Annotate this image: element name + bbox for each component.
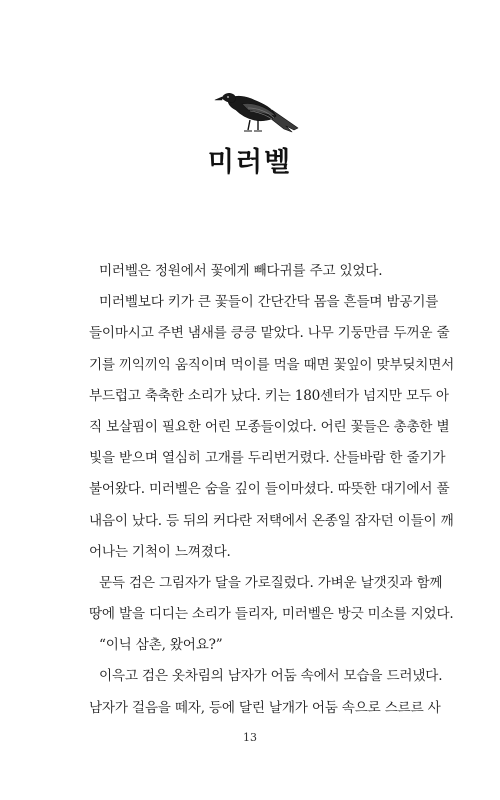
chapter-title: 미러벨 xyxy=(207,147,293,178)
text-line: 문득 검은 그림자가 달을 가로질렀다. 가벼운 날갯짓과 함께 xyxy=(99,574,443,591)
text-line: 내음이 났다. 등 뒤의 커다란 저택에서 온종일 잠자던 이들이 깨 xyxy=(89,512,454,529)
text-line: 땅에 발을 디디는 소리가 들리자, 미러벨은 방긋 미소를 지었다. xyxy=(89,606,454,623)
page-number: 13 xyxy=(243,731,257,744)
text-line: 이윽고 검은 옷차림의 남자가 어둠 속에서 모습을 드러냈다. xyxy=(99,668,443,685)
crow-icon xyxy=(214,88,300,138)
text-line: “이닉 삼촌, 왔어요?” xyxy=(99,637,223,654)
body-text xyxy=(89,256,455,724)
text-line: 기를 끼익끼익 움직이며 먹이를 먹을 때면 꽃잎이 맞부딪치면서 xyxy=(89,356,455,373)
text-line: 미러벨보다 키가 큰 꽃들이 간단간닥 몸을 흔들며 밤공기를 xyxy=(99,294,439,311)
text-line: 불어왔다. 미러벨은 숨을 깊이 들이마셨다. 따뜻한 대기에서 풀 xyxy=(89,481,450,498)
text-line: 남자가 걸음을 떼자, 등에 달린 날개가 어둠 속으로 스르르 사 xyxy=(89,699,441,716)
text-line: 미러벨은 정원에서 꽃에게 빼다귀를 주고 있었다. xyxy=(99,263,383,279)
text-line: 직 보살핌이 필요한 어린 모종들이었다. 어린 꽃들은 총총한 별 xyxy=(89,418,450,435)
text-line: 부드럽고 축축한 소리가 났다. 키는 180센터가 넘지만 모두 아 xyxy=(89,387,449,404)
text-line: 어나는 기척이 느껴졌다. xyxy=(89,543,231,560)
text-line: 빛을 받으며 열심히 고개를 두리번거렸다. 산들바람 한 줄기가 xyxy=(89,450,446,467)
text-line: 들이마시고 주변 냄새를 킁킁 맡았다. 나무 기둥만큼 두꺼운 줄 xyxy=(89,325,450,342)
